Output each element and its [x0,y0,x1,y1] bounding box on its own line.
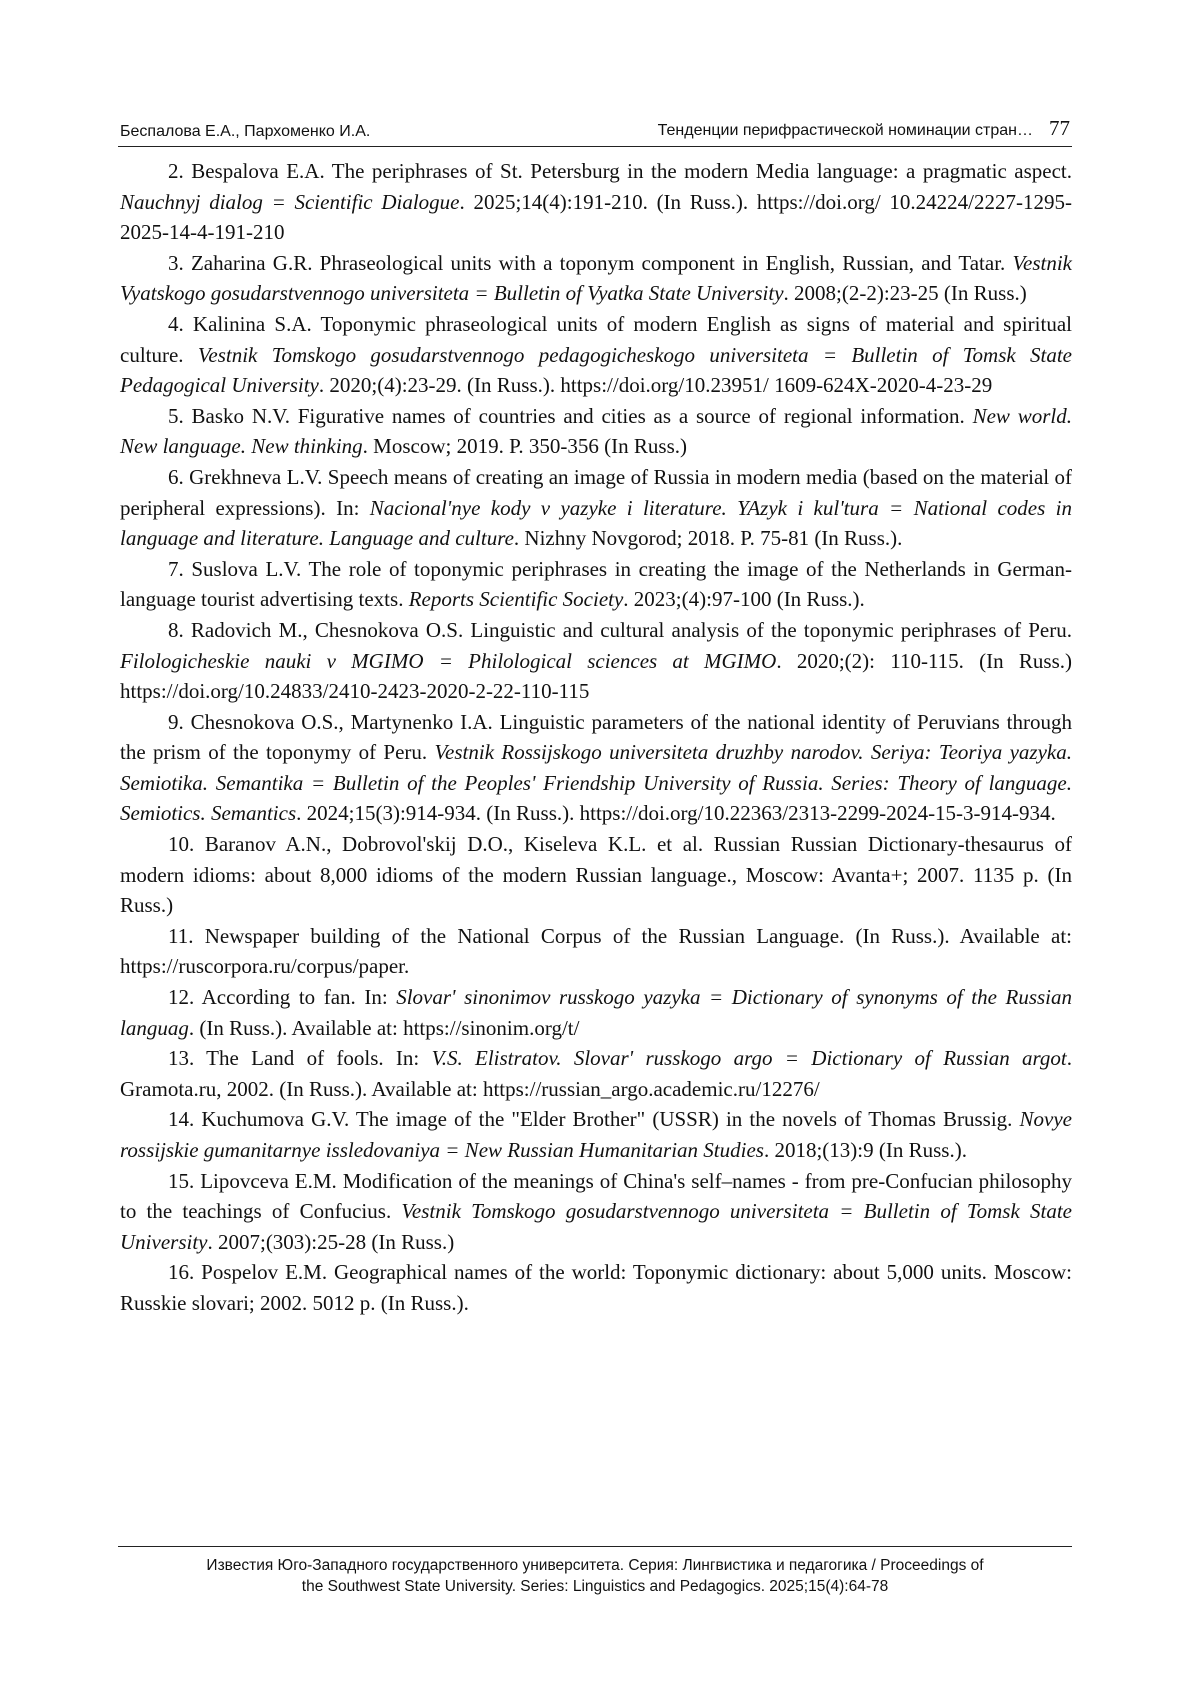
reference-item: 15. Lipovceva E.M. Modification of the meanings of China's self–names - from pre-Confucian philosophy to the teachings of Confucius. Vestnik Tomskogo gosudarstvennogo universiteta = Bulletin of Tomsk State University. 2007;(303):25-28 (In Russ.) [120,1168,1072,1254]
footer-line-1: Известия Юго-Западного государственного университета. Серия: Лингвистика и педагогика / Proceedings of [206,1557,984,1574]
reference-item: 11. Newspaper building of the National Corpus of the Russian Language. (In Russ.). Available at: https://ruscorpora.ru/corpus/paper. [120,923,1072,979]
reference-item: 13. The Land of fools. In: V.S. Elistratov. Slovar' russkogo argo = Dictionary of Russian argot. Gramota.ru, 2002. (In Russ.). Available at: https://russian_argo.academic.ru/12276/ [120,1046,1072,1101]
reference-item: 8. Radovich M., Chesnokova O.S. Linguistic and cultural analysis of the toponymic periphrases of Peru. Filologicheskie nauki v MGIMO = Philological sciences at MGIMO. 2020;(2): 110-115. (In Russ.) https://doi.org/10.24833/2410-2423-2020-2-22-110-115 [120,617,1073,704]
page-number: 77 [1049,116,1070,140]
header-authors: Беспалова Е.А., Пархоменко И.А. [120,123,371,140]
reference-item: 2. Bespalova E.A. The periphrases of St. Petersburg in the modern Media language: a pragmatic aspect. Nauchnyj dialog = Scientific Dialogue. 2025;14(4):191-210. (In Russ.). https://doi.org/ 10.24224/2227-1295-2025-14-4-191-210 [120,159,1072,245]
reference-item: 3. Zaharina G.R. Phraseological units with a toponym component in English, Russian, and Tatar. Vestnik Vyatskogo gosudarstvennogo universiteta = Bulletin of Vyatka State University. 2008;(2-2):23-25 (In Russ.) [120,250,1072,306]
reference-item: 9. Chesnokova O.S., Martynenko I.A. Linguistic parameters of the national identity of Peruvians through the prism of the toponymy of Peru. Vestnik Rossijskogo universiteta druzhby narodov. Seriya: Teoriya yazyka. Semiotika. Semantika = Bulletin of the Peoples' Friendship University of Russia. Series: Theory of language. Semiotics. Semantics. 2024;15(3):914-934. (In Russ.). https://doi.org/10.22363/2313-2299-2024-15-3-914-934. [120,709,1072,826]
reference-item: 12. According to fan. In: Slovar' sinonimov russkogo yazyka = Dictionary of synonyms of the Russian languag. (In Russ.). Available at: https://sinonim.org/t/ [120,985,1072,1040]
reference-item: 6. Grekhneva L.V. Speech means of creating an image of Russia in modern media (based on the material of peripheral expressions). In: Nacional'nye kody v yazyke i literature. YAzyk i kul'tura = National codes in language and literature. Language and culture. Nizhny Novgorod; 2018. P. 75-81 (In Russ.). [120,464,1072,551]
footer-line-2: the Southwest State University. Series: Linguistics and Pedagogics. 2025;15(4):64-78 [301,1578,889,1595]
reference-item: 4. Kalinina S.A. Toponymic phraseological units of modern English as signs of material and spiritual culture. Vestnik Tomskogo gosudarstvennogo pedagogicheskogo universiteta = Bulletin of Tomsk State Pedagogical University. 2020;(4):23-29. (In Russ.). https://doi.org/10.23951/ 1609-624X-2020-4-23-29 [120,311,1073,398]
reference-item: 7. Suslova L.V. The role of toponymic periphrases in creating the image of the Netherlands in German-language tourist advertising texts. Reports Scientific Society. 2023;(4):97-100 (In Russ.). [120,556,1072,612]
reference-list [120,156,1072,1319]
header-right [658,116,1070,141]
running-header [118,116,1072,147]
header-title: Тенденции перифрастической номинации стран… [657,122,1033,139]
reference-item: 16. Pospelov E.M. Geographical names of the world: Toponymic dictionary: about 5,000 units. Moscow: Russkie slovari; 2002. 5012 p. (In Russ.). [120,1260,1072,1315]
reference-item: 10. Baranov A.N., Dobrovol'skij D.O., Kiseleva K.L. et al. Russian Russian Dictionary-thesaurus of modern idioms: about 8,000 idioms of the modern Russian language., Moscow: Avanta+; 2007. 1135 p. (In Russ.) [120,832,1072,918]
journal-footer [118,1546,1072,1597]
reference-item: 14. Kuchumova G.V. The image of the "Elder Brother" (USSR) in the novels of Thomas Brussig. Novye rossijskie gumanitarnye issledovaniya = New Russian Humanitarian Studies. 2018;(13):9 (In Russ.). [120,1107,1072,1162]
reference-item: 5. Basko N.V. Figurative names of countries and cities as a source of regional information. New world. New language. New thinking. Moscow; 2019. P. 350-356 (In Russ.) [120,403,1072,459]
